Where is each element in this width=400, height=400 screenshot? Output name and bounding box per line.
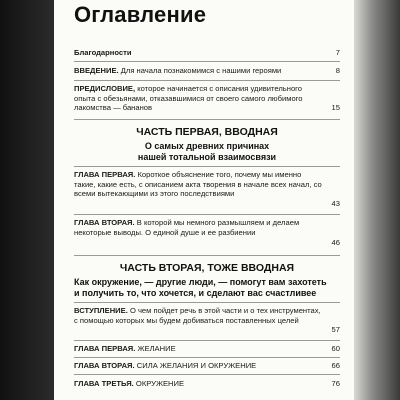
page-number: 60 (331, 344, 340, 353)
divider (74, 166, 340, 167)
divider (74, 80, 340, 81)
divider (74, 302, 340, 303)
toc-entry-part2-chapter3: ГЛАВА ТРЕТЬЯ. ОКРУЖЕНИЕ 76 (74, 379, 340, 388)
toc-entry-preface: ПРЕДИСЛОВИЕ, которое начинается с описания удивительного опыта с обезьянами, отказавшимися от своего самого любимого лакомства — бананов (74, 84, 303, 113)
page-number: 8 (335, 66, 340, 75)
page-number: 46 (331, 238, 340, 247)
toc-entry-part2-chapter1: ГЛАВА ПЕРВАЯ. ЖЕЛАНИЕ 60 (74, 344, 340, 353)
divider (74, 255, 340, 256)
part-two-subtitle-line1: Как окружение, — другие люди, — помогут вам захотеть (74, 277, 327, 287)
divider (74, 119, 340, 120)
page-number: 76 (331, 379, 340, 388)
page-number: 15 (331, 103, 340, 112)
part-two-title: ЧАСТЬ ВТОРАЯ, ТОЖЕ ВВОДНАЯ (119, 262, 295, 274)
toc-entry-part1-chapter1: ГЛАВА ПЕРВАЯ. Короткое объяснение того, почему мы именно такие, какие есть, с описанием акта творения в начале всех начал, со всеми вытекающими из этого последствиями (74, 170, 322, 199)
book-page (54, 0, 354, 400)
book-spine-shadow (0, 0, 54, 400)
toc-entry-acknowledgements: Благодарности 7 (74, 48, 340, 57)
part-one-subtitle-line2: нашей тотальной взаимосвязи (137, 152, 277, 162)
toc-entry-part2-chapter2: ГЛАВА ВТОРАЯ. СИЛА ЖЕЛАНИЯ И ОКРУЖЕНИЕ 66 (74, 361, 340, 370)
toc-entry-part1-chapter2: ГЛАВА ВТОРАЯ. В которой мы немного размышляем и делаем некоторые выводы. О единой душе и ее разбиении (74, 218, 300, 237)
page-number: 66 (331, 361, 340, 370)
part-one-subtitle-line1: О самых древних причинах (144, 141, 270, 151)
toc-entry-part2-introduction: ВСТУПЛЕНИЕ. О чем пойдет речь в этой части и о тех инструментах, с помощью которых мы будем добиваться поставленных целей (74, 306, 321, 325)
divider (74, 357, 340, 358)
divider (74, 61, 340, 62)
page-title: Оглавление (74, 2, 207, 27)
page-number: 43 (331, 199, 340, 208)
part-one-title: ЧАСТЬ ПЕРВАЯ, ВВОДНАЯ (136, 126, 278, 138)
divider (74, 374, 340, 375)
divider (74, 214, 340, 215)
part-two-subtitle-line2: и получить то, что хочется, и сделают вас счастливее (74, 288, 317, 298)
page-number: 7 (335, 48, 340, 57)
toc-entry-introduction: ВВЕДЕНИЕ. Для начала познакомимся с нашими героями 8 (74, 66, 340, 75)
divider (74, 340, 340, 341)
page-edge (354, 0, 400, 400)
page-number: 57 (331, 325, 340, 334)
